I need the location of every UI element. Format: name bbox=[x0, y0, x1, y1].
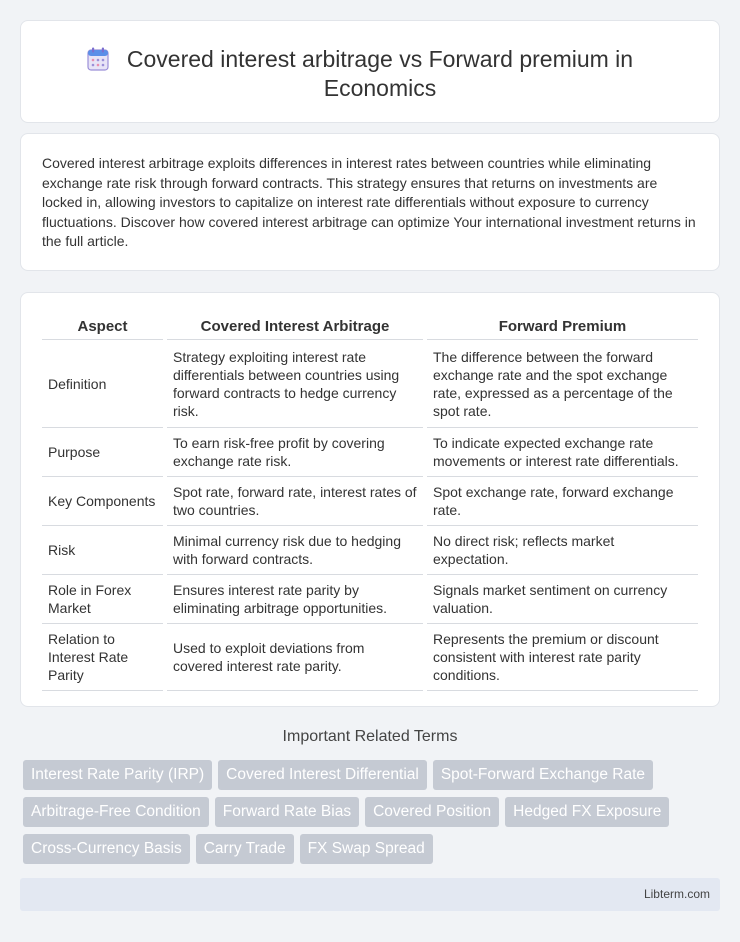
related-term-tag[interactable]: Carry Trade bbox=[196, 834, 294, 864]
title-card bbox=[20, 20, 720, 123]
header-aspect: Aspect bbox=[42, 314, 165, 340]
comparison-card bbox=[20, 292, 720, 707]
related-term-tag[interactable]: FX Swap Spread bbox=[300, 834, 433, 864]
related-terms-title: Important Related Terms bbox=[282, 728, 458, 745]
row-aspect: Risk bbox=[42, 526, 165, 575]
related-term-tag[interactable]: Arbitrage-Free Condition bbox=[23, 797, 209, 827]
row-aspect: Purpose bbox=[42, 428, 165, 477]
header-covered-interest-arbitrage: Covered Interest Arbitrage bbox=[165, 314, 425, 340]
row-arbitrage-cell: Strategy exploiting interest rate differentials between countries using forward contracts to hedge currency risk. bbox=[165, 340, 425, 428]
row-premium-cell: Represents the premium or discount consistent with interest rate parity conditions. bbox=[425, 624, 698, 691]
comparison-table bbox=[42, 314, 698, 691]
row-arbitrage-cell: Minimal currency risk due to hedging with forward contracts. bbox=[165, 526, 425, 575]
row-arbitrage-cell: Ensures interest rate parity by eliminating arbitrage opportunities. bbox=[165, 575, 425, 624]
table-header-row bbox=[42, 314, 698, 340]
related-terms-list bbox=[23, 760, 723, 864]
table-row bbox=[42, 340, 698, 428]
row-premium-cell: The difference between the forward exchange rate and the spot exchange rate, expressed as a percentage of the spot rate. bbox=[425, 340, 698, 428]
row-arbitrage-cell: Used to exploit deviations from covered interest rate parity. bbox=[165, 624, 425, 691]
related-term-tag[interactable]: Spot-Forward Exchange Rate bbox=[433, 760, 653, 790]
related-term-tag[interactable]: Interest Rate Parity (IRP) bbox=[23, 760, 212, 790]
table-row bbox=[42, 477, 698, 526]
footer bbox=[20, 878, 720, 911]
header-forward-premium: Forward Premium bbox=[425, 314, 698, 340]
related-term-tag[interactable]: Forward Rate Bias bbox=[215, 797, 359, 827]
row-premium-cell: No direct risk; reflects market expectation. bbox=[425, 526, 698, 575]
page-title: Covered interest arbitrage vs Forward premium in Economics bbox=[126, 46, 634, 101]
row-aspect: Definition bbox=[42, 340, 165, 428]
table-row bbox=[42, 575, 698, 624]
table-row bbox=[42, 428, 698, 477]
row-aspect: Relation to Interest Rate Parity bbox=[42, 624, 165, 691]
row-arbitrage-cell: Spot rate, forward rate, interest rates of two countries. bbox=[165, 477, 425, 526]
row-aspect: Key Components bbox=[42, 477, 165, 526]
intro-text: Covered interest arbitrage exploits differences in interest rates between countries while eliminating exchange rate risk through forward contracts. This strategy ensures that returns on investments are locked in, allowing investors to capitalize on interest rate differentials without exposure to currency fluctuations. Discover how covered interest arbitrage can optimize Your international investment returns in the full article. bbox=[42, 155, 696, 250]
intro-card bbox=[20, 133, 720, 271]
footer-brand-link[interactable]: Libterm.com bbox=[643, 887, 710, 901]
row-arbitrage-cell: To earn risk-free profit by covering exchange rate risk. bbox=[165, 428, 425, 477]
table-row bbox=[42, 526, 698, 575]
table-row bbox=[42, 624, 698, 691]
related-term-tag[interactable]: Covered Interest Differential bbox=[218, 760, 427, 790]
row-premium-cell: Spot exchange rate, forward exchange rate. bbox=[425, 477, 698, 526]
related-term-tag[interactable]: Hedged FX Exposure bbox=[505, 797, 669, 827]
related-term-tag[interactable]: Cross-Currency Basis bbox=[23, 834, 190, 864]
row-premium-cell: To indicate expected exchange rate movements or interest rate differentials. bbox=[425, 428, 698, 477]
related-term-tag[interactable]: Covered Position bbox=[365, 797, 499, 827]
row-premium-cell: Signals market sentiment on currency valuation. bbox=[425, 575, 698, 624]
row-aspect: Role in Forex Market bbox=[42, 575, 165, 624]
